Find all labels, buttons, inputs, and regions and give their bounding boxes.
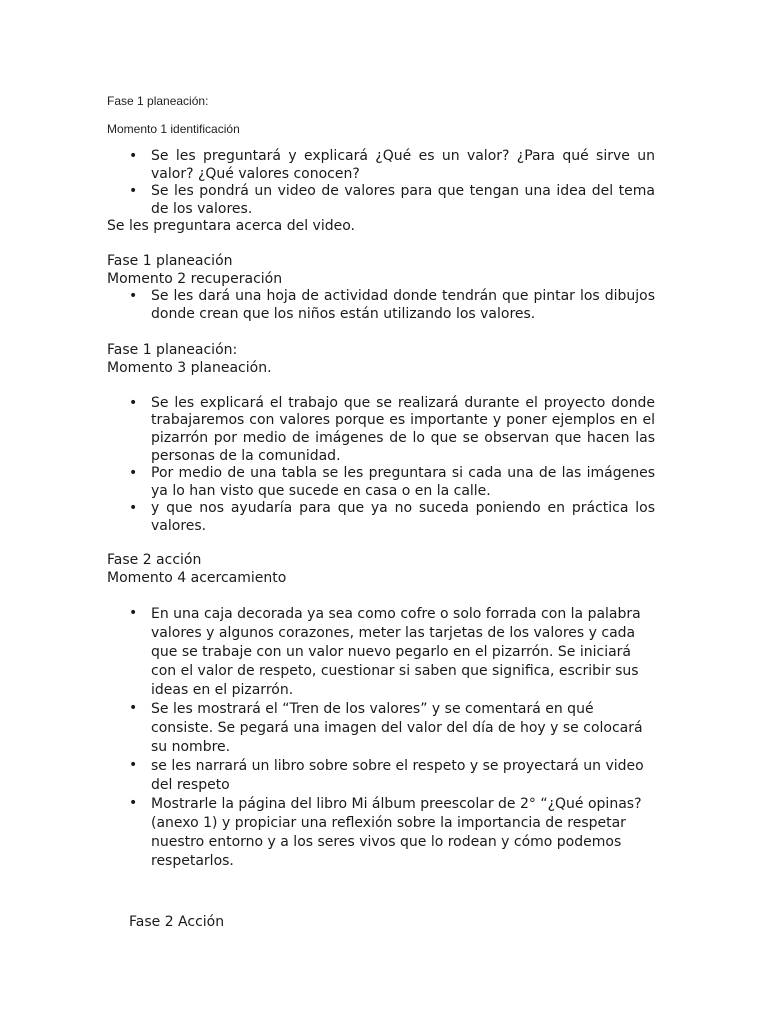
paragraph: Se les preguntara acerca del video. [107, 218, 355, 235]
bullet-icon: • [129, 604, 138, 621]
section-title: Fase 1 planeación [107, 253, 233, 269]
list-item [107, 700, 659, 757]
bullet-icon: • [129, 794, 138, 811]
bullet-icon: • [129, 756, 138, 773]
list-item [107, 395, 655, 465]
momento-3-section [107, 342, 655, 536]
list-item-text: Por medio de una tabla se les preguntara si cada una de las imágenes ya lo han visto que sucede en casa o en la calle. [151, 465, 655, 499]
list-item-text: Se les dará una hoja de actividad donde tendrán que pintar los dibujos donde crean que los niños están utilizando los valores. [151, 288, 655, 322]
list-item [107, 183, 655, 218]
section-title: Fase 2 acción [107, 552, 202, 568]
list-item [107, 500, 655, 535]
list-item [107, 795, 659, 871]
list-item [107, 148, 655, 183]
list-item-text: Se les mostrará el “Tren de los valores” y se comentará en qué consiste. Se pegará una imagen del valor del día de hoy y se colocará su nombre. [151, 700, 643, 755]
bullet-icon: • [129, 699, 138, 716]
list-item [107, 757, 659, 795]
section-subtitle: Momento 3 planeación. [107, 359, 272, 376]
momento-1-heading: Momento 1 identificación [107, 122, 240, 136]
list-item [107, 288, 655, 323]
momento-2-section [107, 253, 655, 323]
list-item [107, 465, 655, 500]
list-item [107, 605, 659, 700]
section-subtitle: Momento 2 recuperación [107, 270, 283, 287]
bullet-icon: • [129, 500, 138, 517]
list-item-text: y que nos ayudaría para que ya no suceda poniendo en práctica los valores. [151, 500, 655, 534]
list-item-text: Se les preguntará y explicará ¿Qué es un valor? ¿Para qué sirve un valor? ¿Qué valores conocen? [151, 148, 655, 182]
list-item-text: Se les pondrá un video de valores para que tengan una idea del tema de los valores. [151, 183, 655, 217]
momento-1-section [107, 148, 655, 236]
list-item-text: se les narrará un libro sobre sobre el respeto y se proyectará un video del respeto [151, 757, 644, 793]
bullet-icon: • [129, 288, 138, 305]
bullet-icon: • [129, 394, 138, 411]
footer-heading: Fase 2 Acción [129, 914, 225, 930]
section-subtitle: Momento 4 acercamiento [107, 569, 287, 586]
list-item-text: En una caja decorada ya sea como cofre o solo forrada con la palabra valores y algunos corazones, meter las tarjetas de los valores y cada que se trabaje con un valor nuevo pegarlo en el pizarrón. Se iniciará con el valor de respeto, cuestionar si saben que significa, escribir sus ideas en el pizarrón. [151, 605, 641, 698]
list-item-text: Mostrarle la página del libro Mi álbum preescolar de 2° “¿Qué opinas? (anexo 1) y propiciar una reflexión sobre la importancia de respetar nuestro entorno y a los seres vivos que lo rodean y cómo podemos respetarlos. [151, 795, 642, 869]
bullet-icon: • [129, 183, 138, 200]
bullet-icon: • [129, 148, 138, 164]
momento-4-section [107, 552, 659, 871]
fase-heading: Fase 1 planeación: [107, 94, 209, 108]
list-item-text: Se les explicará el trabajo que se realizará durante el proyecto donde trabajaremos con valores porque es importante y poner ejemplos en el pizarrón por medio de imágenes de lo que se observan que hacen las personas de la comunidad. [151, 394, 655, 464]
bullet-icon: • [129, 465, 138, 482]
section-title: Fase 1 planeación: [107, 342, 238, 358]
